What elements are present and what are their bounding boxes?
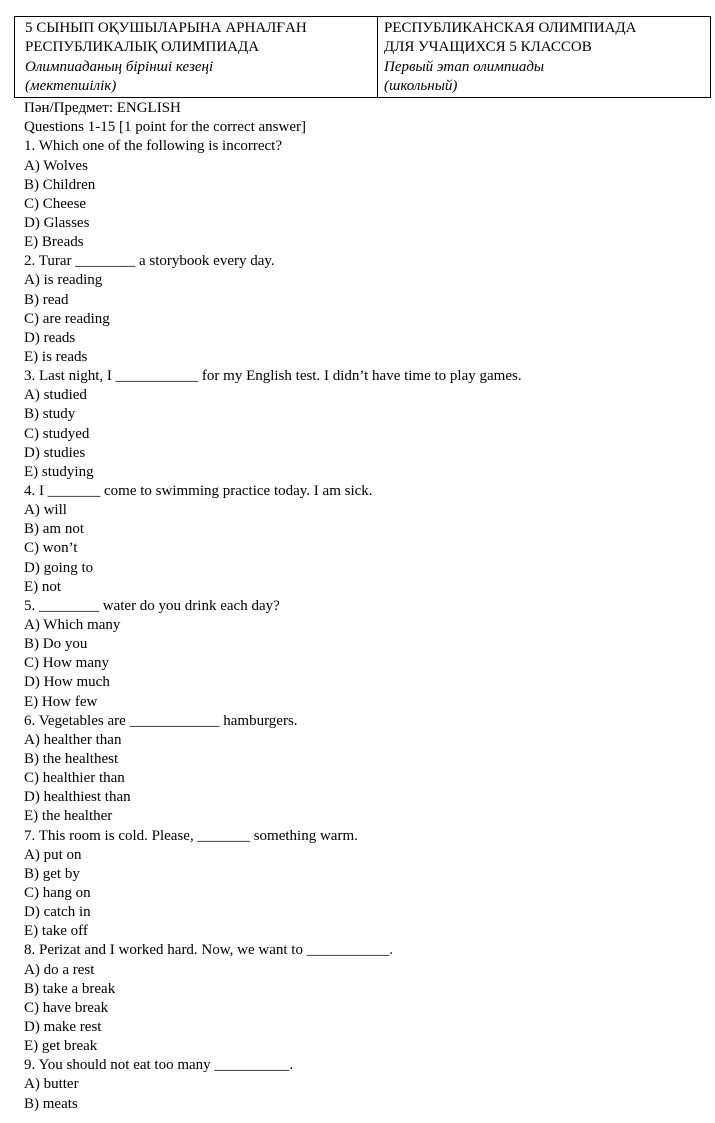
question-text: 9. You should not eat too many __________. [24,1057,294,1074]
question-3 [24,367,715,482]
answer-option: E) studying [24,463,94,480]
answer-option: D) healthiest than [24,789,131,806]
question-text: 8. Perizat and I worked hard. Now, we want to ___________. [24,942,393,959]
answer-option: D) make rest [24,1018,102,1035]
question-text: 1. Which one of the following is incorrect? [24,138,282,155]
answer-option: C) won’t [24,540,78,557]
answer-option: C) studyed [24,425,90,442]
instructions-line: Questions 1-15 [1 point for the correct answer] [24,119,306,136]
question-9 [24,1056,715,1113]
answer-option: B) am not [24,521,84,538]
answer-option: B) take a break [24,980,116,997]
header-russian-title-line1: РЕСПУБЛИКАНСКАЯ ОЛИМПИАДА [384,20,637,36]
answer-option: E) the healther [24,808,113,825]
answer-option: D) catch in [24,904,91,921]
answer-option: A) Which many [24,616,121,633]
answer-option: E) is reads [24,349,88,366]
question-text: 7. This room is cold. Please, _______ something warm. [24,827,358,844]
answer-option: A) studied [24,387,87,404]
answer-option: A) put on [24,846,82,863]
answer-option: D) Glasses [24,215,90,232]
question-1 [24,137,715,252]
answer-option: B) get by [24,865,80,882]
answer-option: B) the healthest [24,750,119,767]
question-text: 2. Turar ________ a storybook every day. [24,253,275,270]
answer-option: B) read [24,291,69,308]
question-text: 3. Last night, I ___________ for my English test. I didn’t have time to play games. [24,368,522,385]
answer-option: E) take off [24,923,88,940]
answer-option: E) Breads [24,234,84,251]
answer-option: A) is reading [24,272,103,289]
question-6 [24,712,715,827]
answer-option: A) do a rest [24,961,95,978]
question-text: 6. Vegetables are ____________ hamburgers. [24,712,298,729]
answer-option: C) How many [24,655,109,672]
answer-option: C) have break [24,999,109,1016]
answer-option: B) Do you [24,636,88,653]
answer-option: C) are reading [24,310,110,327]
answer-option: A) Wolves [24,157,88,174]
answer-option: A) will [24,502,67,519]
answer-option: C) healthier than [24,770,125,787]
answer-option: A) healther than [24,731,122,748]
header-russian-title-line2: ДЛЯ УЧАЩИХСЯ 5 КЛАССОВ [384,39,592,56]
question-7 [24,827,715,942]
questions-body [14,98,715,1113]
answer-option: D) studies [24,444,86,461]
header-kazakh-title-line2: РЕСПУБЛИКАЛЫҚ ОЛИМПИАДА [25,39,260,56]
answer-option: D) How much [24,674,110,691]
header-kazakh-title-line1: 5 СЫНЫП ОҚУШЫЛАРЫНА АРНАЛҒАН [25,20,307,36]
answer-option: A) butter [24,1076,79,1093]
answer-option: E) not [24,578,62,595]
subject-line: Пән/Предмет: ENGLISH [24,100,181,117]
header-russian-cell [378,17,711,98]
question-text: 4. I _______ come to swimming practice today. I am sick. [24,483,373,499]
answer-option: E) get break [24,1038,98,1055]
olympiad-header-table [14,16,711,98]
header-russian-stage-line1: Первый этап олимпиады [384,58,545,75]
header-kazakh-stage-line1: Олимпиаданың бірінші кезеңі [25,58,214,75]
answer-option: E) How few [24,693,98,710]
question-text: 5. ________ water do you drink each day? [24,597,280,614]
answer-option: B) study [24,406,76,423]
answer-option: D) going to [24,559,94,576]
question-2 [24,252,715,367]
answer-option: C) Cheese [24,195,87,212]
header-kazakh-cell [15,17,378,98]
question-4 [24,482,715,597]
question-5 [24,597,715,712]
question-8 [24,941,715,1056]
answer-option: D) reads [24,329,76,346]
answer-option: B) Children [24,176,96,193]
header-kazakh-stage-line2: (мектепшілік) [25,77,117,94]
answer-option: B) meats [24,1095,78,1112]
answer-option: C) hang on [24,884,91,901]
header-russian-stage-line2: (школьный) [384,77,458,94]
